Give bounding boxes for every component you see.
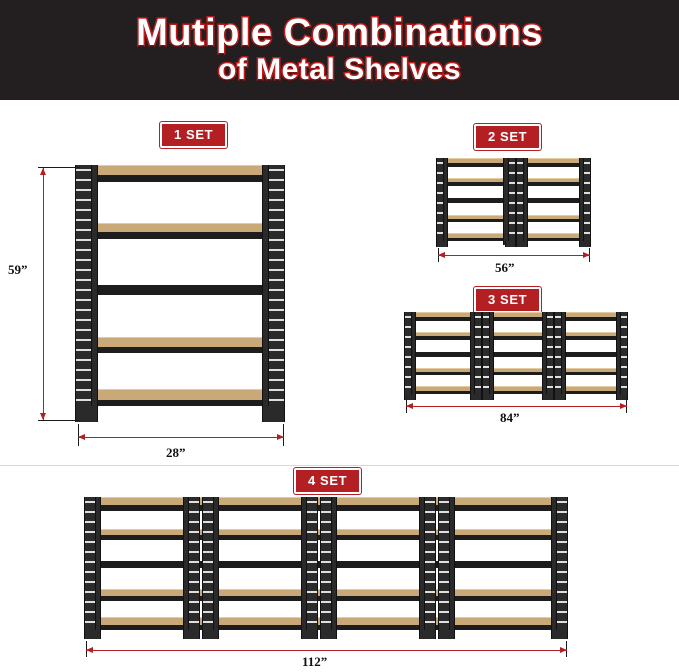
label-set-1: 1 SET xyxy=(160,122,227,148)
dimension-width-set-4: 112” xyxy=(302,654,328,669)
dimension-line-width-set-2 xyxy=(438,255,590,256)
dim-tick-height-bottom xyxy=(38,420,80,421)
header-title-line-1: Mutiple Combinations xyxy=(136,12,543,55)
dimension-line-width-set-4 xyxy=(86,650,567,651)
header-title-line-2: of Metal Shelves xyxy=(217,53,462,87)
dimension-width-set-2: 56” xyxy=(495,260,515,275)
dimension-width-set-3: 84” xyxy=(500,410,520,425)
dimension-line-width-set-3 xyxy=(406,406,627,407)
dimension-line-height-set-1 xyxy=(43,168,44,420)
rack-set-4 xyxy=(84,497,568,637)
label-set-2: 2 SET xyxy=(474,124,541,150)
section-divider xyxy=(0,465,679,466)
rack-set-3 xyxy=(404,312,628,398)
label-set-3: 3 SET xyxy=(474,287,541,313)
banner-header xyxy=(0,0,679,100)
label-set-4: 4 SET xyxy=(294,468,361,494)
rack-set-2 xyxy=(436,158,591,245)
dimension-width-set-1: 28” xyxy=(166,445,186,460)
rack-set-1 xyxy=(75,165,285,420)
dimension-line-width-set-1 xyxy=(78,437,284,438)
dimension-height-set-1: 59” xyxy=(8,262,28,277)
